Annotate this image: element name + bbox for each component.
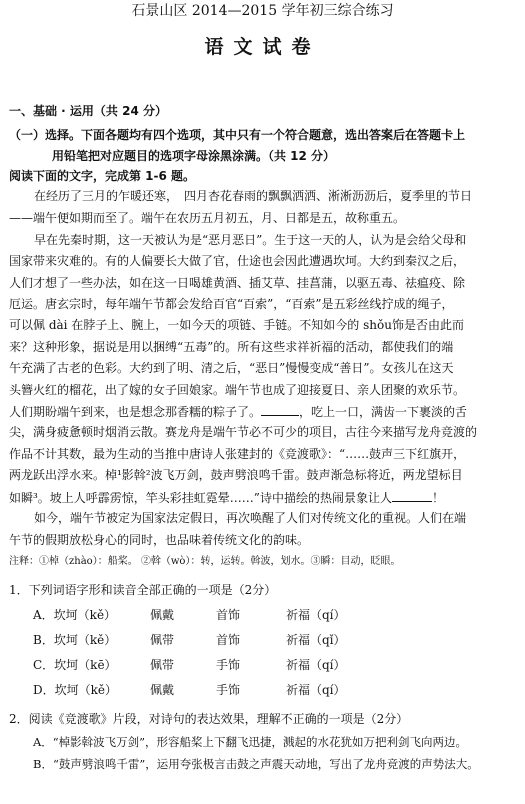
option-term: C．坎坷（kē） [33, 658, 117, 672]
passage-line: 两龙跃出浮水来。棹¹影斡²波飞万剑，鼓声劈浪鸣千雷。鼓声渐急标将近，两龙望标目 [9, 468, 463, 482]
instruction-text-1: 下面各题均有四个选项，其中只有一个符合题意，选出答案后在答题卡上 [81, 128, 466, 142]
option-term: 首饰 [216, 608, 241, 622]
passage-text: 如瞬³。坡上人呼霹雳惊，竿头彩挂虹霓晕……”诗中描绘的热闹景象让人 [9, 491, 392, 505]
passage-text: 人们期盼端午到来，也是想念那香糯的粽子了。 [9, 405, 262, 419]
passage-line: 国家带来灾难的。有的人偏要长大做了官，仕途也会因此遭遇坎坷。大约到秦汉之后， [9, 254, 466, 268]
passage-line: 午节的假期放松身心的同时，也品味着传统文化的韵味。 [9, 533, 310, 547]
passage-line: 尖，满身疲惫顿时烟消云散。赛龙舟是端午节必不可少的项目，古往今来描写龙舟竞渡的 [9, 425, 478, 439]
instruction-line-1 [9, 128, 465, 142]
passage-line: 在经历了三月的乍暖还寒， 四月杏花春雨的飘飘洒洒、淅淅沥沥后，夏季里的节日 [34, 189, 473, 203]
option-term: 佩带 [150, 633, 175, 647]
passage-line: 早在先秦时期，这一天被认为是“恶月恶日”。生于这一天的人，认为是会给父母和 [34, 233, 467, 247]
option-term: 首饰 [216, 633, 241, 647]
instruction-line-2: 用铅笔把对应题目的选项字母涂黑涂满。（共 12 分） [52, 149, 336, 163]
passage-line: 如今，端午节被定为国家法定假日，再次唤醒了人们对传统文化的重视。人们在端 [34, 511, 467, 525]
option-term: 手饰 [216, 658, 241, 672]
option-term: 佩戴 [150, 608, 175, 622]
option-term: 佩带 [150, 658, 175, 672]
option-b: B．“鼓声劈浪鸣千雷”，运用夸张极言击鼓之声震天动地，写出了龙舟竞渡的声势法大。 [33, 757, 479, 771]
passage-line: 人们才想了一些办法，如在这一日喝雄黄酒、插艾草、挂菖蒲，以驱五毒、祛瘟疫、除 [9, 276, 466, 290]
exam-title: 语文试卷 [204, 36, 321, 58]
passage-text: ，吃上一口，满齿一下裹淡的舌 [299, 405, 468, 419]
passage-line: 可以佩 dài 在脖子上、腕上，一如今天的项链、手链。不知如今的 shǒu饰是否由此而 [9, 318, 464, 332]
exam-subtitle: 石景山区 2014—2015 学年初三综合练习 [131, 3, 394, 19]
passage-line: ——端午便如期而至了。端午在农历五月初五，月、日都是五，故称重五。 [9, 211, 406, 225]
fill-blank-line [392, 490, 432, 502]
option-a [33, 608, 493, 623]
passage-line: 作品不计其数，最为生动的当推中唐诗人张建封的《竞渡歌》：“……鼓声三下红旗开， [9, 447, 466, 461]
option-d [33, 683, 493, 698]
option-term: 祈福（qí） [286, 608, 346, 622]
question-1-stem: 1．下列词语字形和读音全部正确的一项是（2分） [9, 583, 277, 597]
fill-blank-line [261, 404, 299, 416]
passage-line: 厄运。唐玄宗时，每年端午节都会发给百官“百索”，“百索”是五彩丝线拧成的绳子， [9, 297, 454, 311]
passage-line: 午充满了古老的色彩。大约到了明、清之后，“恶日”慢慢变成“善日”。女孩儿在这天 [9, 361, 454, 375]
option-term: 祈福（qǐ） [286, 633, 346, 647]
passage-line: 来？这种形象，据说是用以捆缚“五毒”的。所有这些求祥祈福的活动，都使我们的端 [9, 340, 454, 354]
option-c [33, 658, 493, 673]
option-a: A．“棹影斡波飞万剑”，形容船桨上下翻飞迅捷，溅起的水花犹如万把利剑飞向两边。 [33, 735, 468, 749]
option-term: A．坎坷（kě） [33, 608, 117, 622]
passage-line: 头簪火红的榴花，出了嫁的女子回娘家。端午节也成了迎接夏日、亲人团聚的欢乐节。 [9, 383, 466, 397]
option-term: 佩戴 [150, 683, 175, 697]
option-term: D．坎坷（kě） [33, 683, 117, 697]
passage-line [9, 404, 467, 419]
question-2-stem: 2．阅读《竞渡歌》片段，对诗句的表达效果，理解不正确的一项是（2分） [9, 712, 409, 726]
option-b [33, 633, 493, 648]
option-term: 祈福（qí） [286, 683, 346, 697]
read-prompt: 阅读下面的文字，完成第 1-6 题。 [9, 169, 196, 183]
option-term: B．坎坷（kě） [33, 633, 117, 647]
section-heading: 一、基础 · 运用（共 24 分） [9, 104, 167, 118]
part-label: （一）选择。 [9, 128, 82, 142]
option-term: 手饰 [216, 683, 241, 697]
passage-line [9, 490, 444, 505]
option-term: 祈福（qí） [286, 658, 346, 672]
passage-text: ！ [431, 491, 444, 505]
annotation-note: 注释：①棹（zhào）：船桨。 ②斡（wò）：转，运转。斡波，划水。③瞬：目动，眨眼。 [9, 556, 401, 567]
